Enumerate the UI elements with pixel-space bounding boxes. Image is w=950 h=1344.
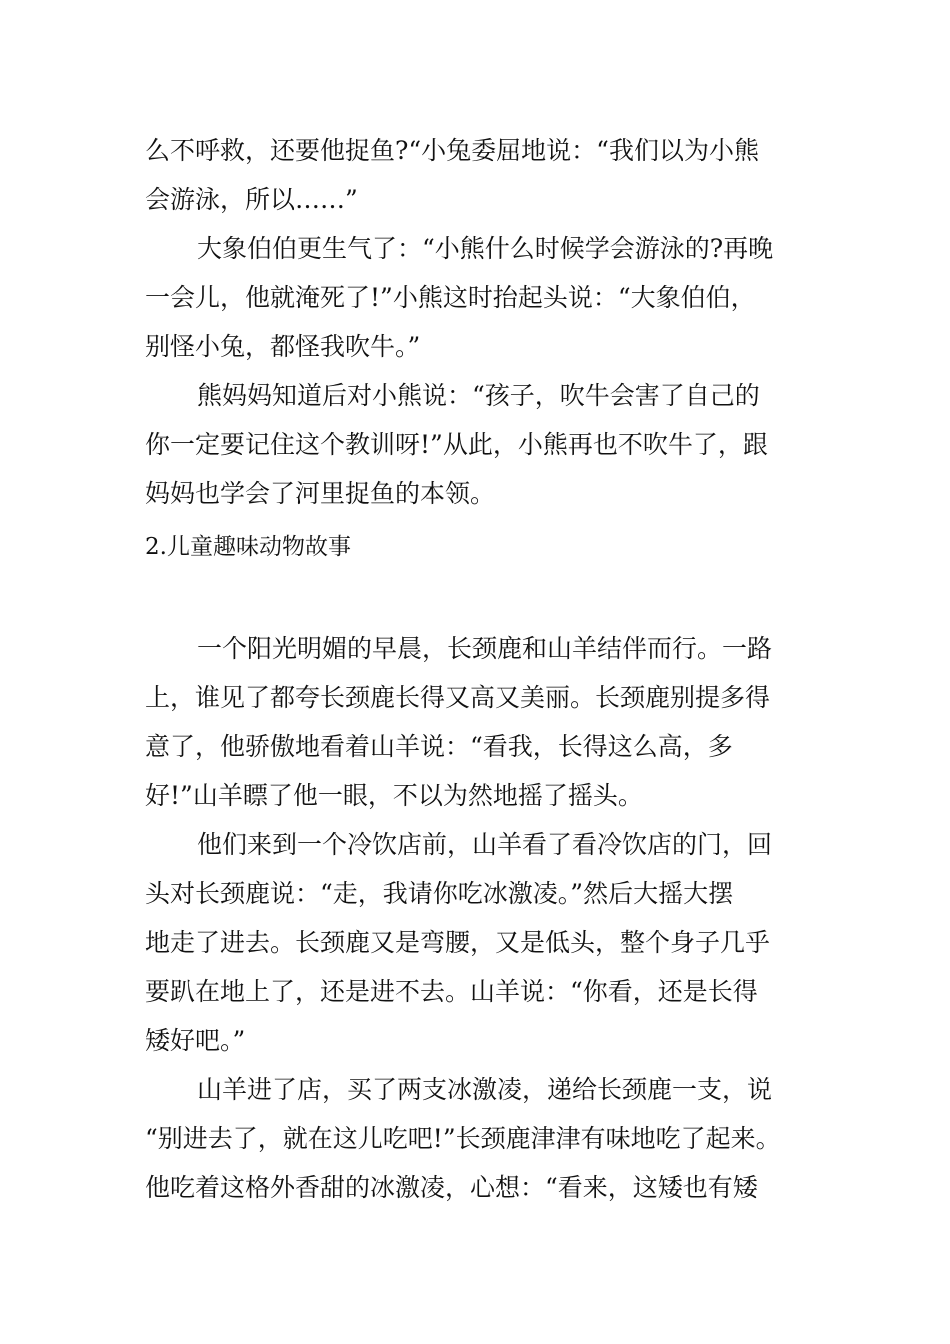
paragraph-line: 好!”山羊瞟了他一眼，不以为然地摇了摇头。	[145, 781, 643, 810]
paragraph-line: 他吃着这格外香甜的冰激凌，心想：“看来，这矮也有矮	[145, 1173, 758, 1202]
paragraph-line: 一个阳光明媚的早晨，长颈鹿和山羊结伴而行。一路	[197, 634, 773, 663]
paragraph-line: 矮好吧。”	[145, 1026, 246, 1055]
section-heading: 2.儿童趣味动物故事	[145, 534, 351, 560]
paragraph-line: 熊妈妈知道后对小熊说：“孩子，吹牛会害了自己的	[197, 381, 760, 410]
paragraph-line: 妈妈也学会了河里捉鱼的本领。	[145, 479, 496, 508]
paragraph-line: 他们来到一个冷饮店前，山羊看了看冷饮店的门，回	[197, 830, 773, 859]
paragraph-line: 意了，他骄傲地看着山羊说：“看我，长得这么高，多	[145, 732, 733, 761]
paragraph-line: 山羊进了店，买了两支冰激凌，递给长颈鹿一支，说	[197, 1075, 773, 1104]
paragraph-line: 要趴在地上了，还是进不去。山羊说：“你看，还是长得	[145, 977, 758, 1006]
story-two-text	[145, 624, 825, 1212]
paragraph-line: 别怪小兔，都怪我吹牛。”	[145, 332, 421, 361]
paragraph-line: 你一定要记住这个教训呀!”从此，小熊再也不吹牛了，跟	[145, 430, 768, 459]
paragraph-line: 会游泳，所以……”	[145, 185, 358, 214]
paragraph-line: 头对长颈鹿说：“走，我请你吃冰激凌。”然后大摇大摆	[145, 879, 734, 908]
paragraph-line: 上，谁见了都夸长颈鹿长得又高又美丽。长颈鹿别提多得	[145, 683, 771, 712]
paragraph-line: 么不呼救，还要他捉鱼?“小兔委屈地说：“我们以为小熊	[145, 136, 759, 165]
paragraph-line: 地走了进去。长颈鹿又是弯腰，又是低头，整个身子几乎	[145, 928, 771, 957]
paragraph-line: “别进去了，就在这儿吃吧!”长颈鹿津津有味地吃了起来。	[145, 1124, 781, 1153]
paragraph-line: 一会儿，他就淹死了!”小熊这时抬起头说：“大象伯伯，	[145, 283, 756, 312]
paragraph-line: 大象伯伯更生气了：“小熊什么时候学会游泳的?再晚	[197, 234, 774, 263]
story-one-text	[145, 126, 825, 518]
